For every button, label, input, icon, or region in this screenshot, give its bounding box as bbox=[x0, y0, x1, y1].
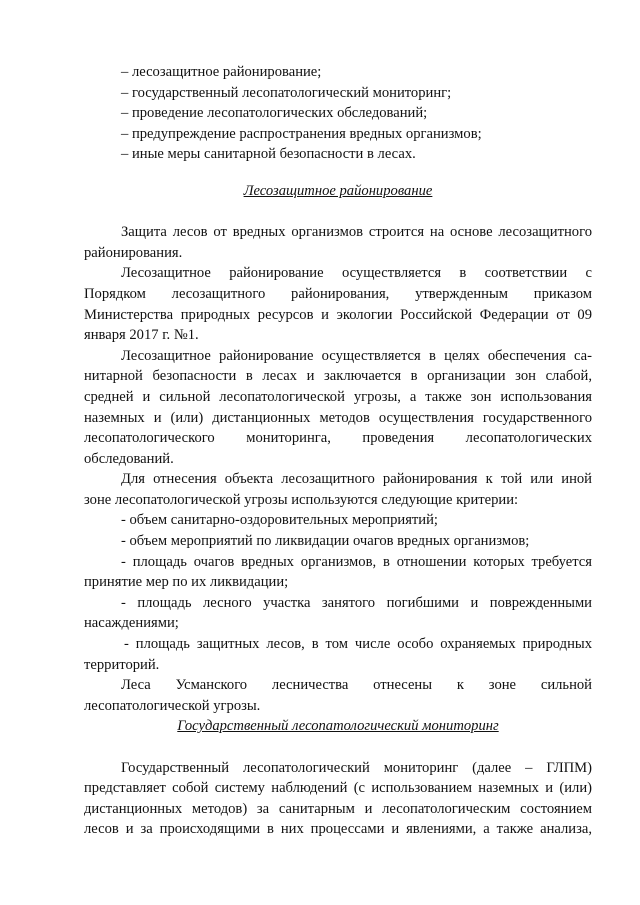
section-heading-zoning: Лесозащитное районирование bbox=[243, 182, 433, 199]
list-item: - площадь защитных лесов, в том числе особо охраняемых природных bbox=[124, 636, 592, 653]
text-line: лесопатологической угрозы. bbox=[84, 697, 261, 714]
list-item: - объем мероприятий по ликвидации очагов вредных организмов; bbox=[121, 533, 530, 550]
text-line: лесов и за происходящими в них процессами и явлениями, а также анализа, bbox=[84, 821, 592, 838]
list-item-continuation: насаждениями; bbox=[84, 615, 179, 632]
paragraph-zoning-criteria-intro bbox=[84, 469, 592, 510]
text-line: Государственный лесопатологический мониторинг (далее – ГЛПМ) bbox=[121, 759, 592, 776]
list-item: – иные меры санитарной безопасности в лесах. bbox=[121, 146, 416, 163]
section-heading-monitoring: Государственный лесопатологический мониторинг bbox=[177, 718, 499, 735]
list-item: – предупреждение распространения вредных организмов; bbox=[121, 125, 482, 142]
text-line: Леса Усманского лесничества отнесены к зоне сильной bbox=[121, 677, 592, 694]
text-line: нитарной безопасности в лесах и заключается в организации зон слабой, bbox=[84, 368, 592, 385]
list-item: - объем санитарно-оздоровительных мероприятий; bbox=[121, 512, 438, 529]
list-item: – государственный лесопатологический мониторинг; bbox=[121, 84, 452, 101]
list-item: – проведение лесопатологических обследований; bbox=[121, 105, 428, 122]
text-line: лесопатологического мониторинга, проведения лесопатологических bbox=[84, 430, 592, 447]
paragraph-zoning-purpose bbox=[84, 346, 592, 470]
text-line: районирования. bbox=[84, 244, 183, 261]
criteria-list bbox=[84, 510, 592, 675]
list-item: – лесозащитное районирование; bbox=[121, 64, 322, 80]
text-line: Для отнесения объекта лесозащитного районирования к той или иной bbox=[121, 471, 592, 488]
list-item-continuation: принятие мер по их ликвидации; bbox=[84, 574, 289, 591]
list-item: - площадь очагов вредных организмов, в отношении которых требуется bbox=[121, 553, 592, 570]
text-line: дистанционных методов) за санитарным и лесопатологическим состоянием bbox=[84, 800, 592, 817]
text-line: представляет собой систему наблюдений (с использованием наземных и (или) bbox=[84, 780, 592, 797]
paragraph-zoning-basis bbox=[84, 222, 592, 263]
text-line: обследований. bbox=[84, 450, 174, 467]
document-page bbox=[84, 62, 592, 840]
measures-list bbox=[84, 62, 592, 165]
list-item: - площадь лесного участка занятого погибшими и поврежденными bbox=[121, 594, 592, 611]
text-line: зоне лесопатологической угрозы используются следующие критерии: bbox=[84, 491, 519, 508]
text-line: средней и сильной лесопатологической угрозы, а также зон использования bbox=[84, 388, 592, 405]
text-line: Порядком лесозащитного районирования, утвержденным приказом bbox=[84, 285, 592, 302]
paragraph-zoning-result bbox=[84, 675, 592, 716]
paragraph-zoning-order bbox=[84, 263, 592, 345]
paragraph-monitoring-definition bbox=[84, 758, 592, 840]
list-item-continuation: территорий. bbox=[84, 656, 160, 673]
text-line: Защита лесов от вредных организмов строится на основе лесозащитного bbox=[121, 224, 592, 241]
text-line: наземных и (или) дистанционных методов осуществления государственного bbox=[84, 409, 592, 426]
text-line: января 2017 г. №1. bbox=[84, 327, 199, 344]
text-line: Министерства природных ресурсов и экологии Российской Федерации от 09 bbox=[84, 306, 592, 323]
text-line: Лесозащитное районирование осуществляется в соответствии с bbox=[121, 265, 592, 282]
text-line: Лесозащитное районирование осуществляется в целях обеспечения са- bbox=[121, 347, 592, 364]
